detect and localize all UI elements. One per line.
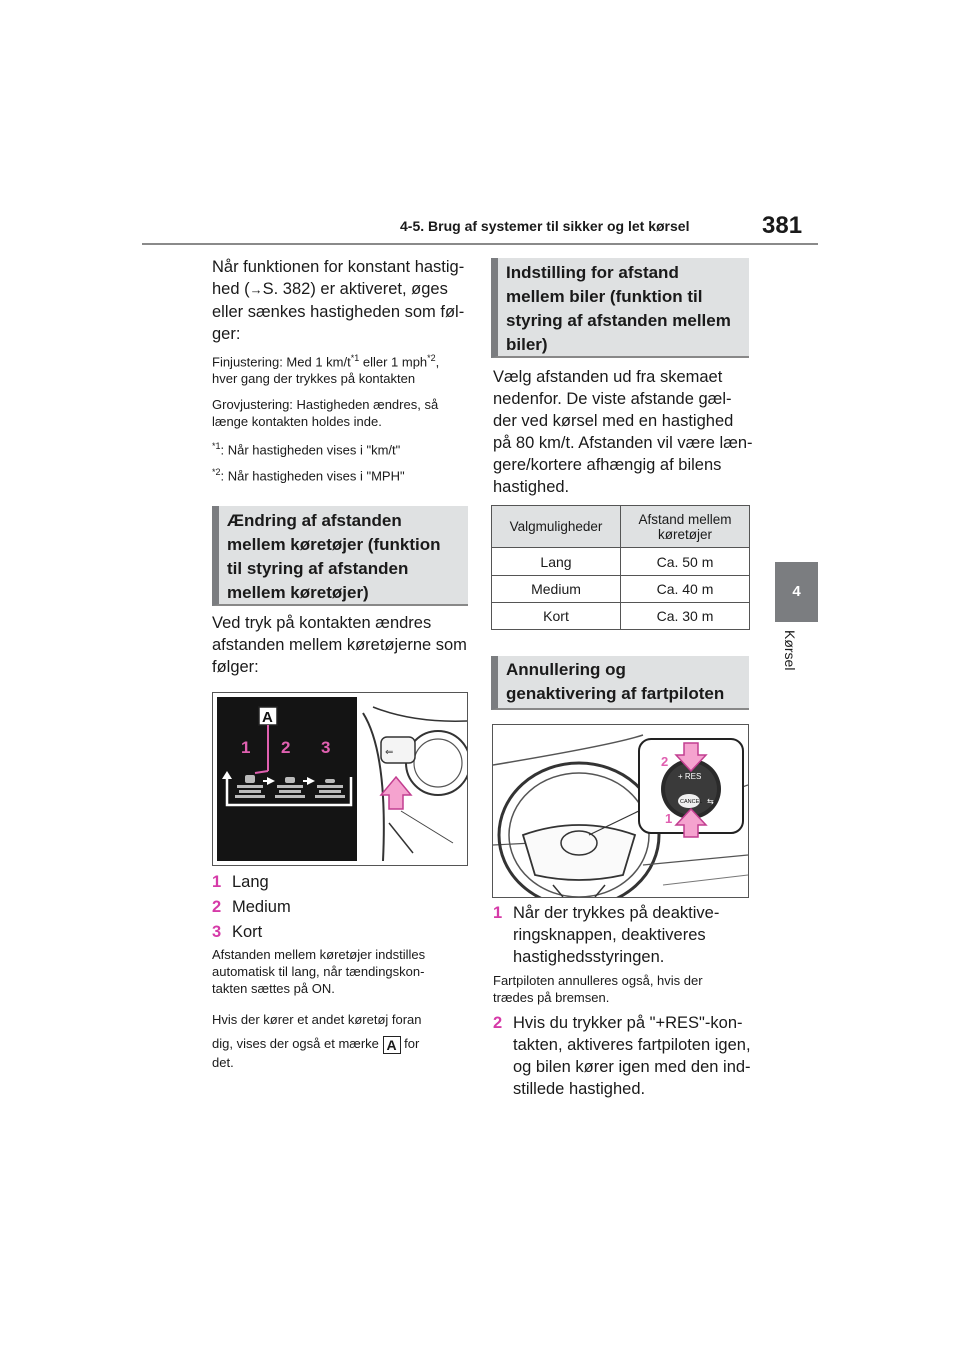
fine-adjust-note: Finjustering: Med 1 $km/t^{*1}$ eller 1 mph$^{*2}$, hver gang der trykkes på kontakten [212,353,440,387]
steering-wheel-figure [492,724,749,898]
intro-paragraph [212,256,472,345]
resume-item: 2 Hvis du trykker på "+RES"-kon- takten, aktiveres fartpiloten igen, og bilen kører igen med den ind- stillede hastighed. [493,1014,751,1098]
res-label: + RES [678,772,702,781]
cancel-label: CANCEL [680,799,703,805]
table-header-distance: Afstand mellem køretøjer [621,506,750,548]
footnote-1: $^{*1}$: Når hastigheden vises i "km/t" [212,441,401,458]
distance-icon: ⇆ [707,797,714,806]
coarse-adjust-note: Grovjustering: Hastigheden ændres, så længe kontakten holdes inde. [212,397,439,429]
label-a: A [262,709,273,726]
cancel-item: 1 Når der trykkes på deaktive- ringsknappen, deaktiveres hastighedsstyringen. [493,904,720,966]
figure-number-2: 2 [661,754,669,769]
distance-switch-illustration [213,693,467,865]
section-heading-distance-change: Ændring af afstanden mellem køretøjer (funktion til styring af afstanden mellem køretøjer) [212,506,468,606]
list-item: 2 Medium [212,898,291,916]
intro-line: eller sænkes hastigheden som føl- [212,303,465,321]
figure-number-1: 1 [241,738,251,757]
footnote-2: $^{*2}$: Når hastigheden vises i "MPH" [212,467,405,484]
press-switch-paragraph: Ved tryk på kontakten ændres afstanden mellem køretøjerne som følger: [212,614,467,676]
intro-line: hed (→S. 382) er aktiveret, øges [212,280,448,298]
vehicle-ahead-note: Hvis der kører et andet køretøj foran dig, vises der også et mærke A for det. [212,1012,422,1070]
marker-a-box: A [383,1036,401,1054]
header-rule [142,243,818,245]
arrow-right-icon: → [249,282,263,297]
table-row: Lang Ca. 50 m [492,548,750,576]
table-header-row [492,506,750,548]
section-heading-cancel-resume: Annullering og genaktivering af fartpiloten [491,656,749,710]
page-number: 381 [762,212,803,239]
steering-wheel-illustration [493,725,748,897]
choose-distance-paragraph: Vælg afstanden ud fra skemaet nedenfor. De viste afstande gæl- der ved kørsel med en hastighed på 80 km/t. Afstanden vil være læn- gere/kortere afhængig af bilens hastighed. [493,368,753,496]
auto-distance-note: Afstanden mellem køretøjer indstilles automatisk til lang, når tændingskon- takten sættes på ON. [212,947,426,996]
table-header-options: Valgmuligheder [492,506,621,548]
table-row: Medium Ca. 40 m [492,576,750,603]
svg-text:⇐: ⇐ [385,747,394,758]
figure-number-3: 3 [321,738,331,757]
chapter-tab-label: Kørsel [782,630,798,671]
brake-cancel-note: Fartpiloten annulleres også, hvis der trædes på bremsen. [493,973,703,1005]
section-heading-distance-setting: Indstilling for afstand mellem biler (funktion til styring af afstanden mellem biler) [491,258,749,358]
intro-line: ger: [212,325,241,343]
intro-line: Når funktionen for konstant hastig- [212,258,465,276]
list-item: 3 Kort [212,923,263,941]
distance-switch-figure [212,692,468,866]
distance-options-list [212,870,472,945]
figure-number-1: 1 [665,811,673,826]
chapter-tab: 4 [775,562,818,622]
figure-number-2: 2 [281,738,291,757]
list-item: 1 Lang [212,873,269,891]
distance-table [491,505,750,630]
table-row: Kort Ca. 30 m [492,603,750,630]
chapter-title: 4-5. Brug af systemer til sikker og let kørsel [400,218,690,234]
